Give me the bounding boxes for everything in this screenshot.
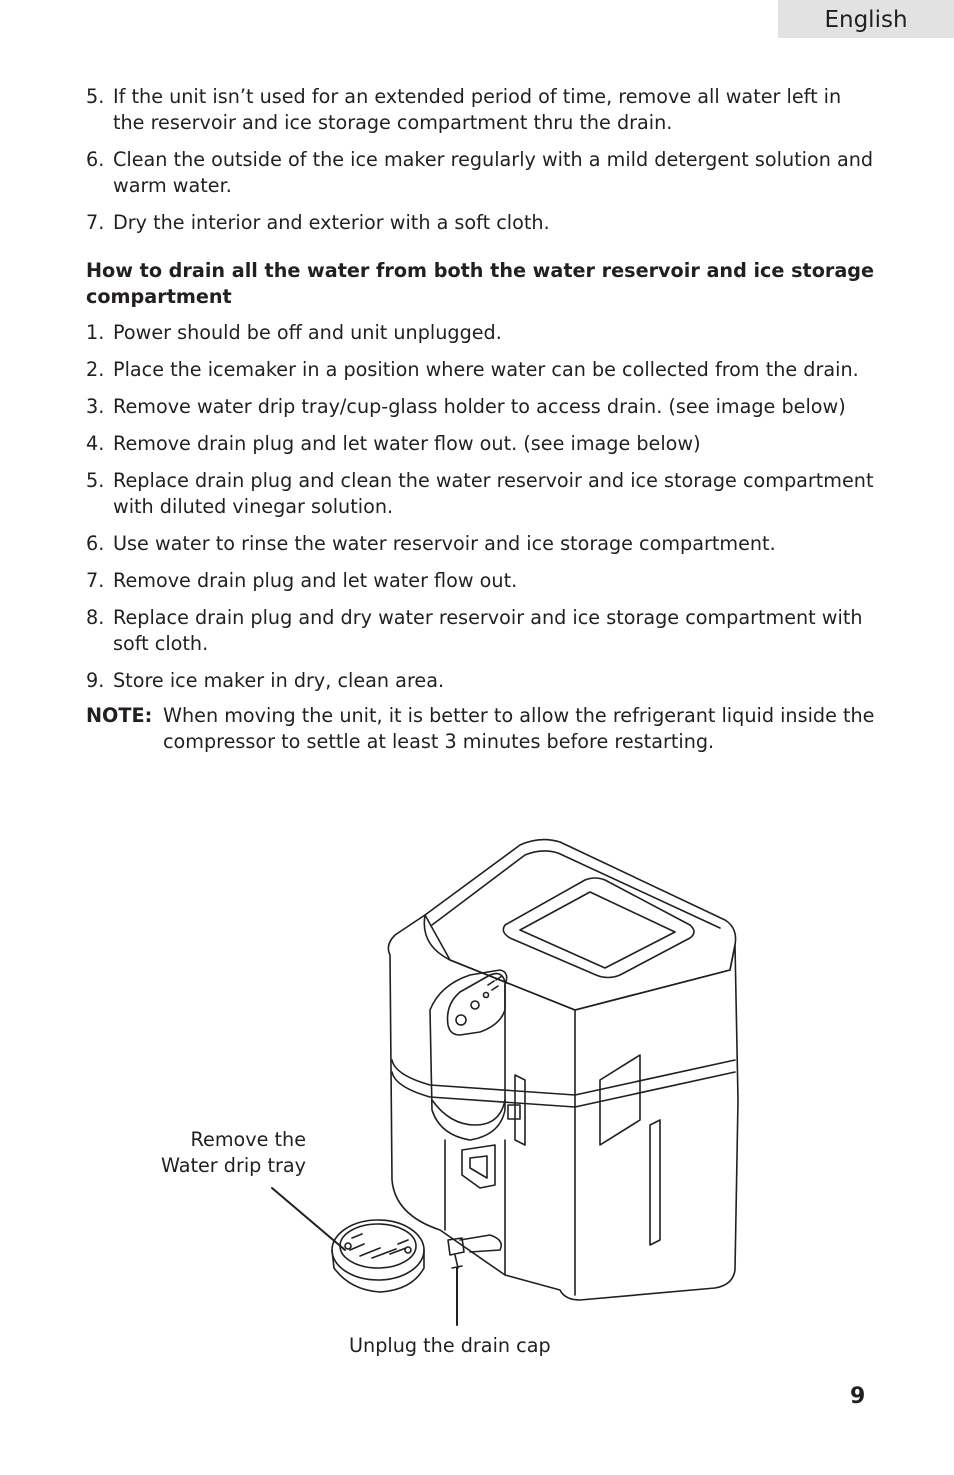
- step-number: 8.: [86, 606, 105, 629]
- list-item: [86, 531, 876, 557]
- drip-tray-icon: [332, 1220, 424, 1292]
- tray-callout: [150, 1127, 306, 1179]
- step-text: Store ice maker in dry, clean area.: [113, 669, 445, 692]
- list-item: [86, 394, 876, 420]
- note: [86, 703, 876, 755]
- list-item: [86, 357, 876, 383]
- step-number: 4.: [86, 432, 105, 455]
- list-item: [86, 468, 876, 520]
- step-text: Remove drain plug and let water flow out.: [113, 569, 518, 592]
- step-number: 2.: [86, 358, 105, 381]
- drip-opening: [462, 1145, 495, 1188]
- indicator-light-icon: [484, 993, 489, 998]
- step-text: Remove water drip tray/cup-glass holder to access drain. (see image below): [113, 395, 846, 418]
- step-number: 6.: [86, 148, 105, 171]
- step-text: Use water to rinse the water reservoir and ice storage compartment.: [113, 532, 776, 555]
- drain-callout: Unplug the drain cap: [349, 1334, 551, 1357]
- list-item: [86, 84, 876, 136]
- step-text: Replace drain plug and dry water reservoir and ice storage compartment with soft cloth.: [113, 606, 863, 655]
- select-button-icon: [471, 1001, 479, 1009]
- drain-steps: [86, 320, 876, 705]
- list-item: [86, 431, 876, 457]
- maintenance-steps-continued: [86, 84, 876, 247]
- step-number: 7.: [86, 211, 105, 234]
- note-label: NOTE:: [86, 704, 153, 727]
- page-number: 9: [850, 1384, 866, 1409]
- ice-maker-body: [388, 915, 738, 1300]
- tray-callout-line: [272, 1188, 345, 1250]
- step-number: 1.: [86, 321, 105, 344]
- step-text: Place the icemaker in a position where water can be collected from the drain.: [113, 358, 859, 381]
- step-number: 9.: [86, 669, 105, 692]
- list-item: [86, 668, 876, 694]
- step-number: 6.: [86, 532, 105, 555]
- list-item: [86, 568, 876, 594]
- note-text: When moving the unit, it is better to allow the refrigerant liquid inside the compressor to settle at least 3 minutes before restarting.: [163, 704, 875, 753]
- step-text: Remove drain plug and let water flow out. (see image below): [113, 432, 701, 455]
- step-text: Dry the interior and exterior with a soft cloth.: [113, 211, 550, 234]
- step-number: 7.: [86, 569, 105, 592]
- control-panel: [448, 974, 506, 1035]
- step-number: 3.: [86, 395, 105, 418]
- step-number: 5.: [86, 469, 105, 492]
- step-text: Clean the outside of the ice maker regularly with a mild detergent solution and warm water.: [113, 148, 874, 197]
- list-item: [86, 210, 876, 236]
- drain-section-heading: How to drain all the water from both the water reservoir and ice storage compartment: [86, 259, 875, 308]
- step-number: 5.: [86, 85, 105, 108]
- tray-callout-line1: Remove the: [190, 1128, 306, 1151]
- list-item: [86, 605, 876, 657]
- list-item: [86, 147, 876, 199]
- step-text: Replace drain plug and clean the water reservoir and ice storage compartment with diluted vinegar solution.: [113, 469, 874, 518]
- list-item: [86, 320, 876, 346]
- step-text: Power should be off and unit unplugged.: [113, 321, 502, 344]
- language-tab: English: [778, 0, 954, 38]
- power-button-icon: [456, 1015, 466, 1025]
- ice-maker-illustration: [0, 820, 954, 1380]
- tray-callout-line2: Water drip tray: [160, 1154, 306, 1177]
- step-text: If the unit isn’t used for an extended period of time, remove all water left in the reservoir and ice storage compartment thru the drain.: [113, 85, 842, 134]
